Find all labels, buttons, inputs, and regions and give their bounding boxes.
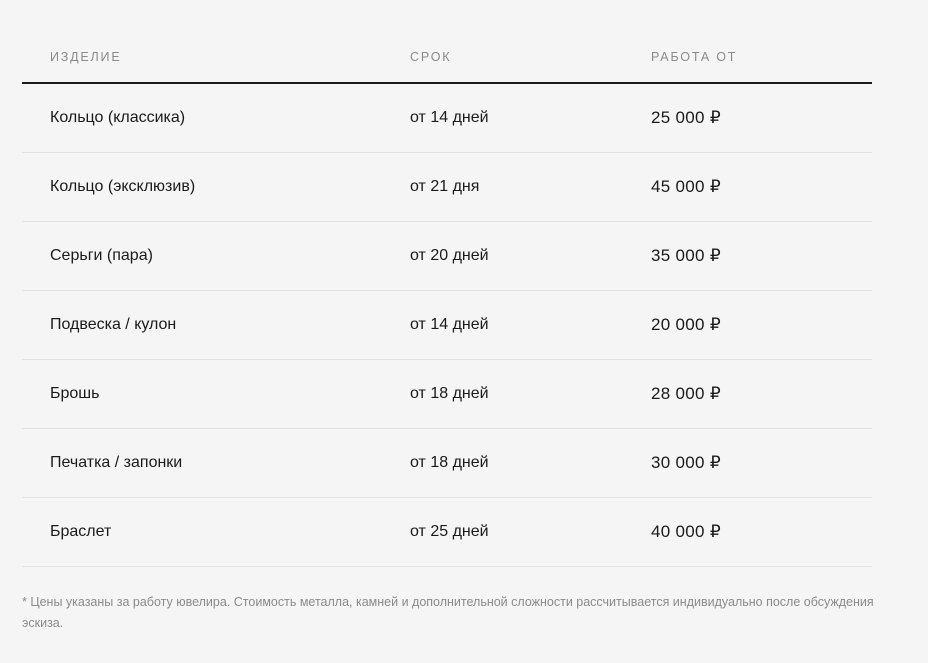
- term-cell: от 25 дней: [410, 523, 489, 540]
- table-row: [22, 360, 872, 429]
- item-cell: Серьги (пара): [50, 247, 153, 264]
- price-cell: 28 000 ₽: [651, 384, 721, 403]
- column-header-item: ИЗДЕЛИЕ: [50, 50, 122, 64]
- term-cell: от 18 дней: [410, 385, 489, 402]
- table-row: [22, 84, 872, 153]
- item-cell: Подвеска / кулон: [50, 316, 177, 333]
- table-row: [22, 429, 872, 498]
- item-cell: Печатка / запонки: [50, 454, 183, 471]
- term-cell: от 14 дней: [410, 109, 489, 126]
- table-header: [22, 32, 872, 84]
- term-cell: от 20 дней: [410, 247, 489, 264]
- term-cell: от 14 дней: [410, 316, 489, 333]
- column-header-term: СРОК: [410, 50, 452, 64]
- item-cell: Брошь: [50, 385, 100, 402]
- price-cell: 30 000 ₽: [651, 453, 721, 472]
- price-footnote: * Цены указаны за работу ювелира. Стоимость металла, камней и дополнительной сложности рассчитывается индивидуально после обсуждения эскиза.: [22, 595, 874, 630]
- item-cell: Кольцо (эксклюзив): [50, 178, 196, 195]
- table-row: [22, 498, 872, 567]
- price-cell: 40 000 ₽: [651, 522, 721, 541]
- item-cell: Кольцо (классика): [50, 109, 186, 126]
- term-cell: от 21 дня: [410, 178, 480, 195]
- price-table: [22, 32, 872, 567]
- term-cell: от 18 дней: [410, 454, 489, 471]
- item-cell: Браслет: [50, 523, 112, 540]
- price-cell: 45 000 ₽: [651, 177, 721, 196]
- column-header-price: РАБОТА ОТ: [651, 50, 738, 64]
- table-row: [22, 291, 872, 360]
- table-row: [22, 222, 872, 291]
- table-row: [22, 153, 872, 222]
- price-cell: 25 000 ₽: [651, 108, 721, 127]
- price-cell: 35 000 ₽: [651, 246, 721, 265]
- price-cell: 20 000 ₽: [651, 315, 721, 334]
